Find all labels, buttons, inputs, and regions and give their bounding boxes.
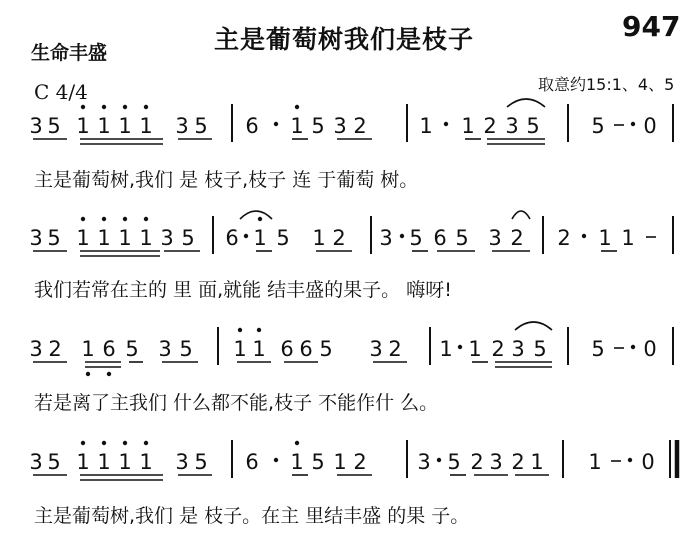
low-octave-dot (86, 372, 90, 376)
lyric-line: 主是葡萄树,我们 是 枝子。在主 里结丰盛 的果 子。 (34, 505, 470, 527)
augmentation-dot (274, 122, 278, 126)
high-octave-dot (257, 328, 261, 332)
note-3: 3 (29, 450, 43, 474)
note-2: 2 (483, 114, 497, 138)
low-octave-dot (107, 372, 111, 376)
note-3: 3 (175, 450, 189, 474)
augmentation-dot (628, 458, 632, 462)
note-1-high: 1 (253, 226, 267, 250)
note-2: 2 (353, 114, 367, 138)
note-2: 2 (557, 226, 571, 250)
note-6: 6 (299, 337, 313, 361)
high-octave-dot (295, 441, 299, 445)
note-3: 3 (175, 114, 189, 138)
note-2: 2 (511, 450, 525, 474)
note-1-high: 1 (97, 114, 111, 138)
note-2: 2 (470, 450, 484, 474)
note-3: 3 (158, 337, 172, 361)
note-6: 6 (433, 226, 447, 250)
high-octave-dot (144, 217, 148, 221)
note-1-high: 1 (118, 226, 132, 250)
note-1-high: 1 (118, 450, 132, 474)
collection-name: 生命丰盛 (31, 42, 108, 64)
note-1-high: 1 (76, 226, 90, 250)
note-2: 2 (332, 226, 346, 250)
note-1-high: 1 (139, 450, 153, 474)
note-6: 6 (102, 337, 116, 361)
high-octave-dot (144, 105, 148, 109)
augmentation-dot (400, 234, 404, 238)
note-3: 3 (511, 337, 525, 361)
note-1-high: 1 (290, 114, 304, 138)
note-3: 3 (369, 337, 383, 361)
high-octave-dot (81, 441, 85, 445)
note-3: 3 (505, 114, 519, 138)
lyric-line: 主是葡萄树,我们 是 枝子,枝子 连 于葡萄 树。 (34, 169, 419, 191)
note-0: 0 (643, 337, 657, 361)
note-2: 2 (491, 337, 505, 361)
note-1-high: 1 (290, 450, 304, 474)
high-octave-dot (238, 328, 242, 332)
note-1-high: 1 (97, 450, 111, 474)
augmentation-dot (444, 122, 448, 126)
augmentation-dot (244, 234, 248, 238)
song-number: 947 (622, 10, 681, 43)
note-3: 3 (379, 226, 393, 250)
key-time-signature: C 4/4 (34, 80, 88, 104)
note-5: 5 (526, 114, 540, 138)
note-5: 5 (47, 450, 61, 474)
slur-arc (507, 99, 545, 107)
note-1: 1 (530, 450, 544, 474)
note-1-high: 1 (76, 114, 90, 138)
note-6: 6 (245, 450, 259, 474)
note-1: 1 (312, 226, 326, 250)
note-5: 5 (181, 226, 195, 250)
note-5: 5 (447, 450, 461, 474)
note-6: 6 (280, 337, 294, 361)
note-1-high: 1 (252, 337, 266, 361)
song-title: 主是葡萄树我们是枝子 (214, 25, 475, 54)
note-5: 5 (194, 114, 208, 138)
note-1: 1 (439, 337, 453, 361)
slur-arc (512, 211, 530, 219)
note-1-high: 1 (97, 226, 111, 250)
augmentation-dot (631, 122, 635, 126)
slur-arc (240, 211, 272, 219)
high-octave-dot (123, 217, 127, 221)
augmentation-dot (274, 458, 278, 462)
note-0: 0 (643, 114, 657, 138)
note-1: 1 (81, 337, 95, 361)
note-5: 5 (311, 114, 325, 138)
high-octave-dot (102, 217, 106, 221)
augmentation-dot (631, 345, 635, 349)
note-1: 1 (588, 450, 602, 474)
high-octave-dot (102, 105, 106, 109)
note-2: 2 (388, 337, 402, 361)
note-1-high: 1 (76, 450, 90, 474)
note-5: 5 (125, 337, 139, 361)
note-5: 5 (47, 114, 61, 138)
augmentation-dot (458, 345, 462, 349)
note-2: 2 (510, 226, 524, 250)
note-1-high: 1 (139, 114, 153, 138)
note-1: 1 (333, 450, 347, 474)
high-octave-dot (258, 217, 262, 221)
lyric-line: 若是离了主我们 什么都不能,枝子 不能作什 么。 (34, 392, 439, 414)
high-octave-dot (81, 217, 85, 221)
note-5: 5 (276, 226, 290, 250)
slur-arc (515, 322, 552, 330)
high-octave-dot (81, 105, 85, 109)
note-1: 1 (461, 114, 475, 138)
note-3: 3 (333, 114, 347, 138)
lyric-line: 我们若常在主的 里 面,就能 结丰盛的果子。 嗨呀! (34, 279, 452, 301)
note-3: 3 (417, 450, 431, 474)
note-1: 1 (621, 226, 635, 250)
note-2: 2 (353, 450, 367, 474)
high-octave-dot (295, 105, 299, 109)
note-1-high: 1 (118, 114, 132, 138)
note-5: 5 (409, 226, 423, 250)
note-3: 3 (489, 450, 503, 474)
note-6: 6 (225, 226, 239, 250)
note-5: 5 (455, 226, 469, 250)
note-5: 5 (311, 450, 325, 474)
note-5: 5 (179, 337, 193, 361)
note-1-high: 1 (139, 226, 153, 250)
note-3: 3 (160, 226, 174, 250)
note-3: 3 (29, 114, 43, 138)
note-5: 5 (591, 114, 605, 138)
high-octave-dot (123, 105, 127, 109)
high-octave-dot (102, 441, 106, 445)
note-6: 6 (245, 114, 259, 138)
note-5: 5 (194, 450, 208, 474)
note-3: 3 (29, 226, 43, 250)
note-1: 1 (419, 114, 433, 138)
note-3: 3 (488, 226, 502, 250)
augmentation-dot (582, 234, 586, 238)
note-1: 1 (598, 226, 612, 250)
high-octave-dot (144, 441, 148, 445)
scripture-reference: 取意约15:1、4、5 (538, 75, 675, 94)
high-octave-dot (123, 441, 127, 445)
note-5: 5 (591, 337, 605, 361)
note-3: 3 (29, 337, 43, 361)
note-1-high: 1 (233, 337, 247, 361)
note-5: 5 (47, 226, 61, 250)
note-5: 5 (533, 337, 547, 361)
note-5: 5 (319, 337, 333, 361)
note-0: 0 (641, 450, 655, 474)
note-1: 1 (468, 337, 482, 361)
note-2: 2 (48, 337, 62, 361)
augmentation-dot (437, 458, 441, 462)
